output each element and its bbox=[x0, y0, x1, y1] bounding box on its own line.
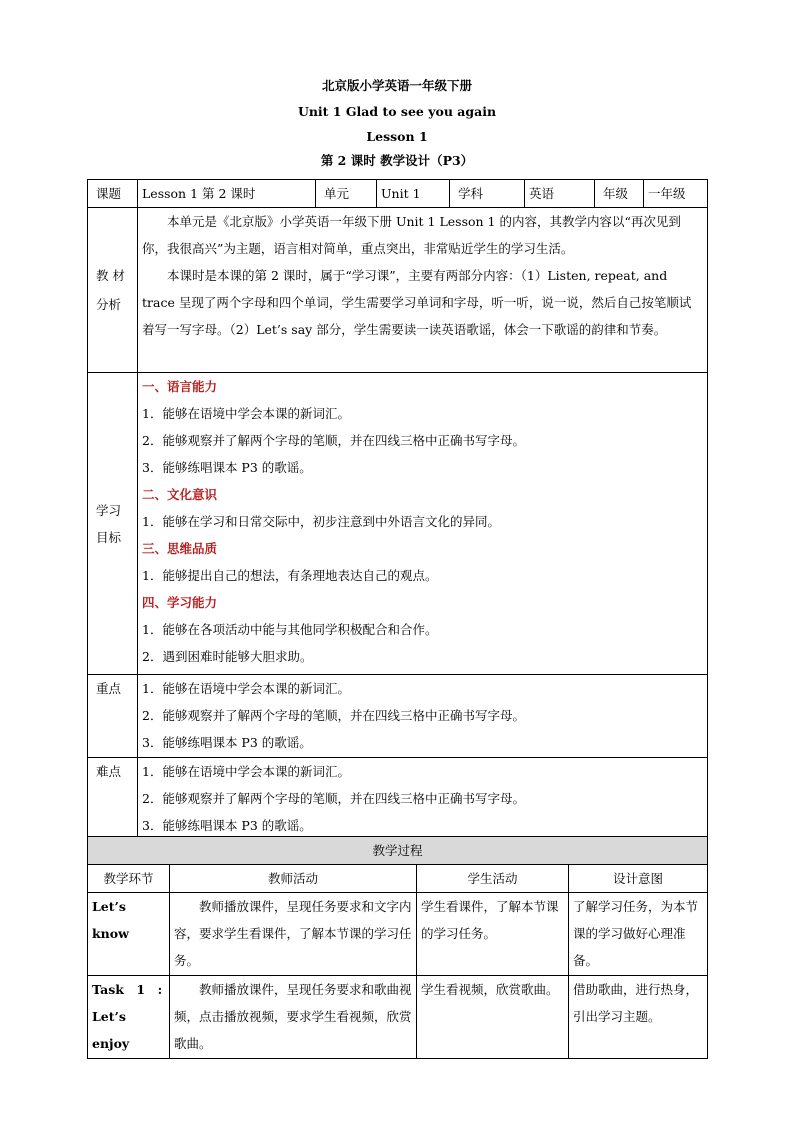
objective-heading-culture: 二、文化意识 bbox=[142, 487, 218, 502]
objectives-label-line1: 学习 bbox=[96, 502, 122, 518]
process-row bbox=[88, 893, 708, 976]
difficulty-item: 2．能够观察并了解两个字母的笔顺，并在四线三格中正确书写字母。 bbox=[142, 791, 525, 806]
key-points-row bbox=[88, 675, 708, 758]
objective-item: 2．能够观察并了解两个字母的笔顺，并在四线三格中正确书写字母。 bbox=[142, 433, 525, 448]
process-table bbox=[87, 836, 708, 1059]
analysis-label-line1: 教 材 bbox=[96, 268, 125, 283]
subject-label: 学科 bbox=[450, 180, 525, 208]
doc-title-unit: Unit 1 Glad to see you again bbox=[297, 104, 497, 119]
process-stage: Let’s know bbox=[88, 893, 170, 976]
objective-item: 1．能够提出自己的想法，有条理地表达自己的观点。 bbox=[142, 568, 438, 583]
objective-item: 1．能够在各项活动中能与其他同学积极配合和合作。 bbox=[142, 622, 438, 637]
objective-heading-learning: 四、学习能力 bbox=[142, 595, 218, 610]
process-header-stage: 教学环节 bbox=[88, 865, 170, 893]
objective-item: 3．能够练唱课本 P3 的歌谣。 bbox=[142, 460, 312, 475]
process-design-intent: 了解学习任务，为本节课的学习做好心理准备。 bbox=[569, 893, 708, 976]
process-row bbox=[88, 976, 708, 1059]
key-point-item: 1．能够在语境中学会本课的新词汇。 bbox=[142, 681, 350, 696]
lesson-info-table bbox=[87, 179, 708, 841]
topic-value: Lesson 1 第 2 课时 bbox=[138, 180, 316, 208]
objective-item: 1．能够在语境中学会本课的新词汇。 bbox=[142, 406, 350, 421]
doc-title-lesson: Lesson 1 bbox=[366, 129, 428, 144]
difficulties-row bbox=[88, 758, 708, 841]
analysis-paragraph-1: 本单元是《北京版》小学英语一年级下册 Unit 1 Lesson 1 的内容，其教学内容以“再次见到你，我很高兴”为主题，语言相对简单，重点突出，非常贴近学生的学习生活。 bbox=[142, 214, 681, 256]
doc-title-period: 第 2 课时 教学设计（P3） bbox=[320, 153, 474, 168]
grade-value: 一年级 bbox=[644, 180, 708, 208]
process-stage bbox=[88, 976, 170, 1059]
key-point-item: 2．能够观察并了解两个字母的笔顺，并在四线三格中正确书写字母。 bbox=[142, 708, 525, 723]
unit-label: 单元 bbox=[316, 180, 377, 208]
analysis-label bbox=[88, 208, 138, 373]
info-row bbox=[88, 180, 708, 208]
analysis-content bbox=[138, 208, 708, 373]
difficulty-item: 3．能够练唱课本 P3 的歌谣。 bbox=[142, 818, 312, 833]
objectives-label-line2: 目标 bbox=[96, 529, 122, 545]
process-stage-line1: Task 1 : bbox=[92, 982, 163, 997]
process-header-student: 学生活动 bbox=[417, 865, 569, 893]
process-header-intent: 设计意图 bbox=[569, 865, 708, 893]
subject-value: 英语 bbox=[525, 180, 595, 208]
process-stage-line2: Let’s enjoy bbox=[92, 1009, 130, 1051]
key-points-content bbox=[138, 675, 708, 758]
process-header-teacher: 教师活动 bbox=[170, 865, 417, 893]
grade-label: 年级 bbox=[595, 180, 644, 208]
process-student-activity: 学生看课件，了解本节课的学习任务。 bbox=[417, 893, 569, 976]
difficulty-item: 1．能够在语境中学会本课的新词汇。 bbox=[142, 764, 350, 779]
key-point-item: 3．能够练唱课本 P3 的歌谣。 bbox=[142, 735, 312, 750]
analysis-row bbox=[88, 208, 708, 373]
difficulties-label: 难点 bbox=[88, 758, 138, 841]
analysis-label-line2: 分析 bbox=[96, 297, 122, 312]
topic-label: 课题 bbox=[88, 180, 138, 208]
objectives-content bbox=[138, 373, 708, 675]
objective-item: 2．遇到困难时能够大胆求助。 bbox=[142, 649, 313, 664]
objective-item: 1．能够在学习和日常交际中，初步注意到中外语言文化的异同。 bbox=[142, 514, 500, 529]
process-student-activity: 学生看视频，欣赏歌曲。 bbox=[417, 976, 569, 1059]
objectives-row bbox=[88, 373, 708, 675]
difficulties-content bbox=[138, 758, 708, 841]
objective-heading-language: 一、语言能力 bbox=[142, 379, 218, 394]
process-teacher-activity: 教师播放课件，呈现任务要求和文字内容，要求学生看课件，了解本节课的学习任务。 bbox=[170, 893, 417, 976]
unit-value: Unit 1 bbox=[377, 180, 450, 208]
process-title: 教学过程 bbox=[88, 837, 708, 865]
process-header-row bbox=[88, 865, 708, 893]
objective-heading-thinking: 三、思维品质 bbox=[142, 541, 218, 556]
process-design-intent: 借助歌曲，进行热身，引出学习主题。 bbox=[569, 976, 708, 1059]
process-title-row bbox=[88, 837, 708, 865]
doc-title-textbook: 北京版小学英语一年级下册 bbox=[321, 78, 472, 93]
key-points-label: 重点 bbox=[88, 675, 138, 758]
process-teacher-activity: 教师播放课件，呈现任务要求和歌曲视频，点击播放视频，要求学生看视频，欣赏歌曲。 bbox=[170, 976, 417, 1059]
analysis-paragraph-2: 本课时是本课的第 2 课时，属于“学习课”，主要有两部分内容：（1）Listen, repeat, and trace 呈现了两个字母和四个单词，学生需要学习单词和字母，听一听，说一说，然后自己按笔顺试着写一写字母。（2）Let’s say 部分，学生需要读一读英语歌谣，体会一下歌谣的韵律和节奏。 bbox=[142, 268, 692, 337]
objectives-label bbox=[88, 373, 138, 675]
